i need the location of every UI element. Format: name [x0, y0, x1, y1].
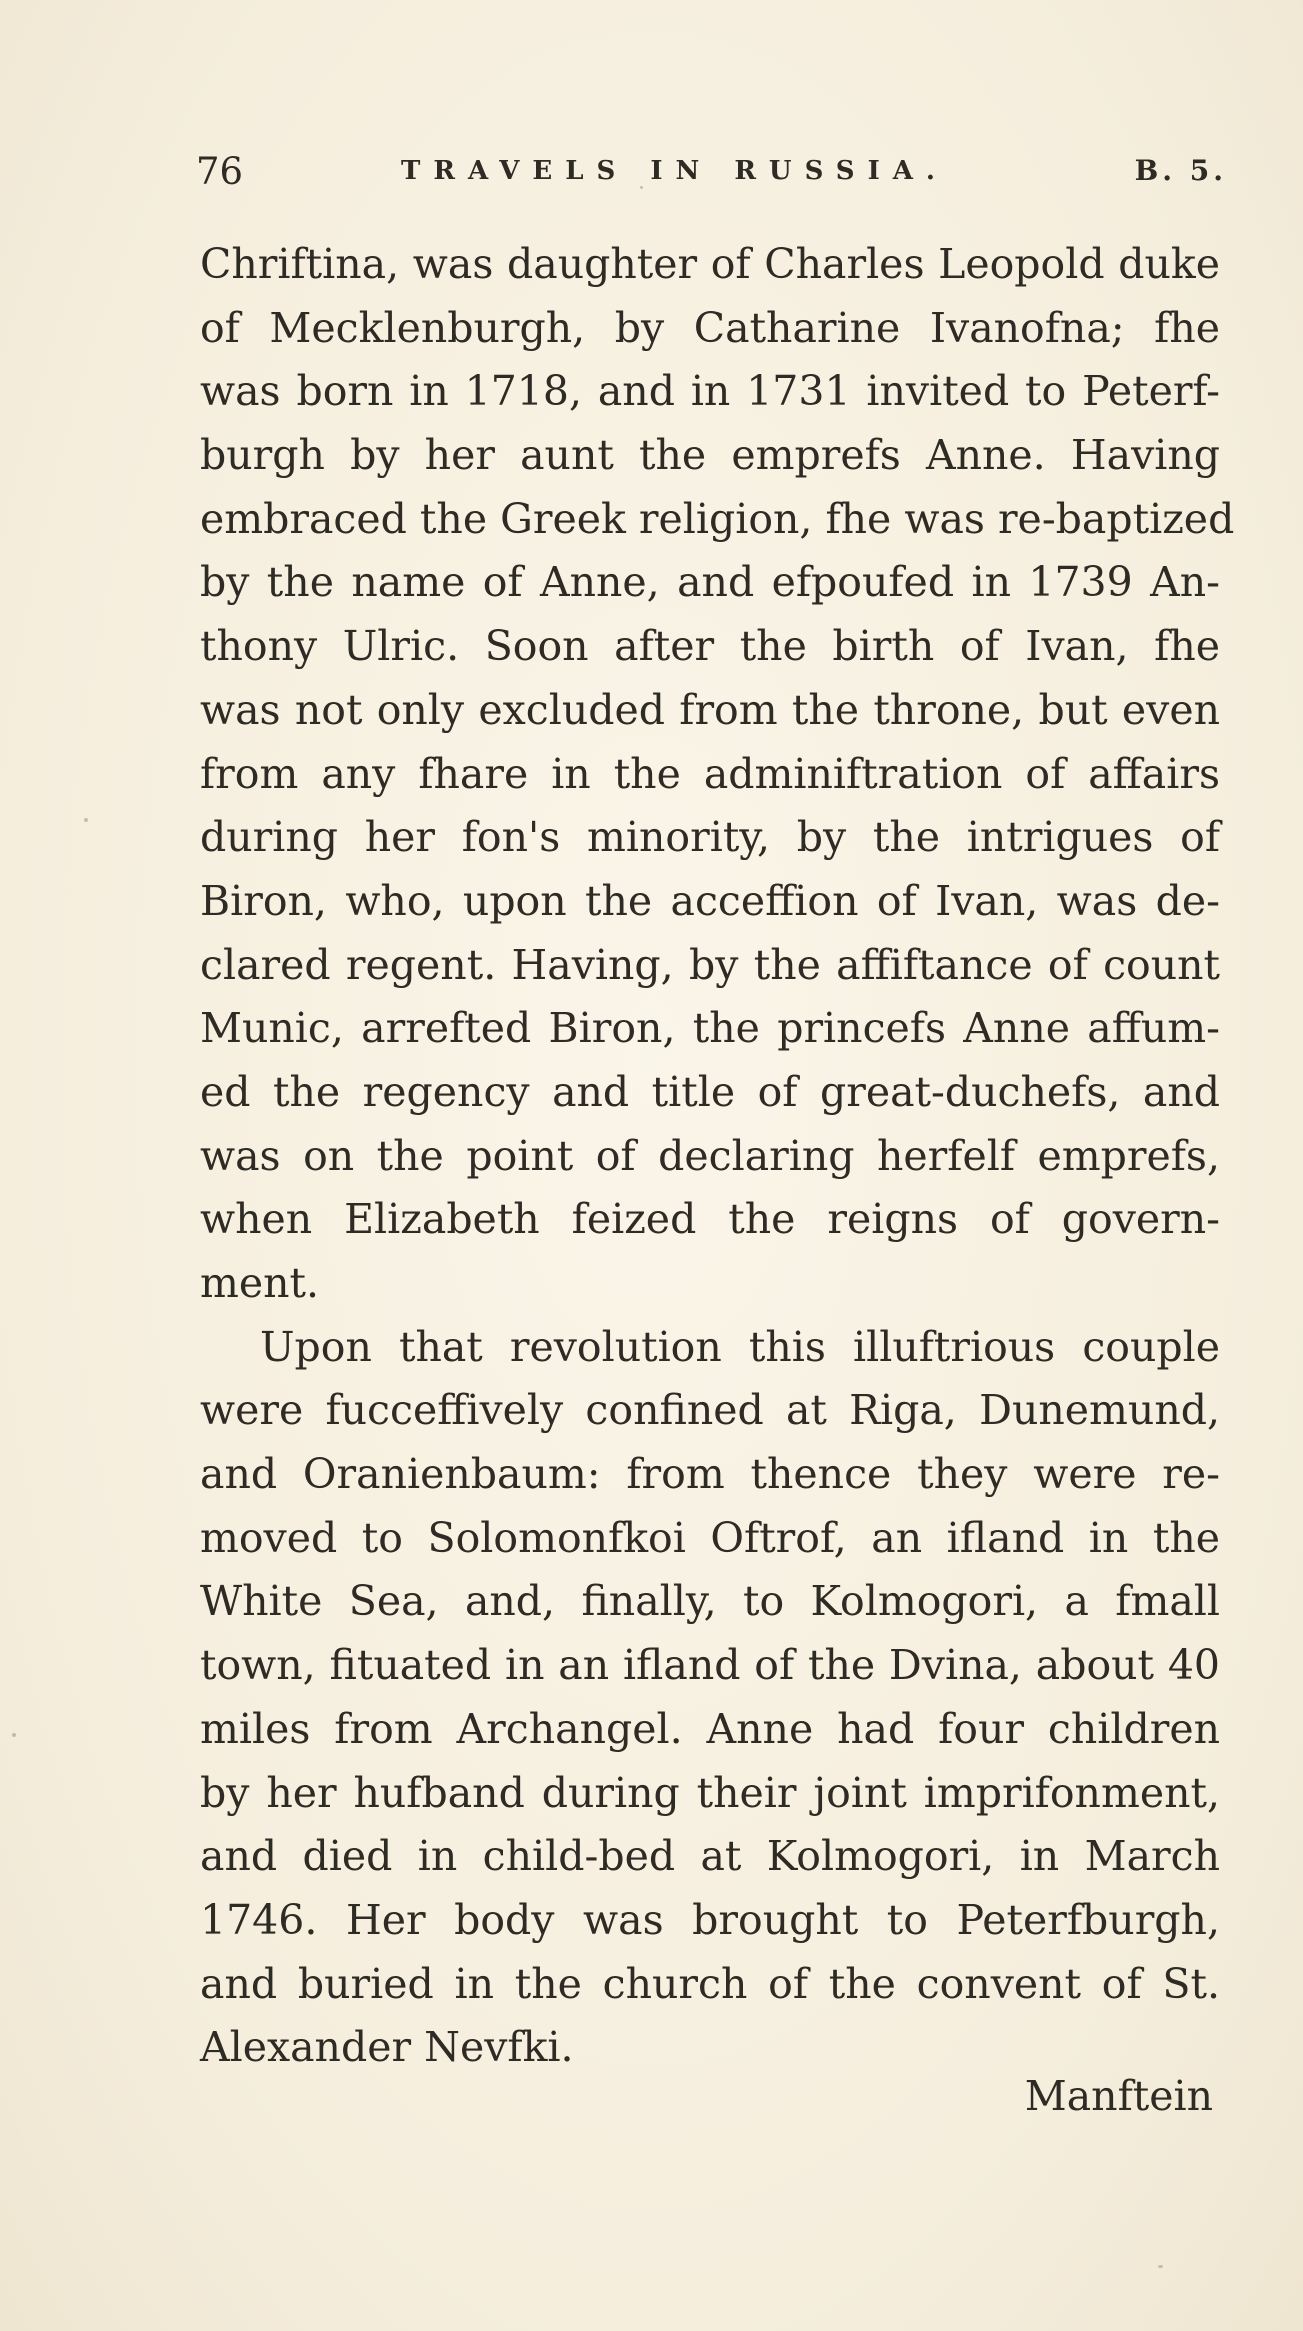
paper-speck — [1158, 2265, 1163, 2268]
text-line: by the name of Anne, and efpoufed in 1739 An- — [200, 558, 1220, 607]
text-line: was on the point of declaring herfelf emprefs, — [200, 1131, 1220, 1180]
text-line: were fucceffively confined at Riga, Dunemund, — [200, 1386, 1220, 1435]
text-line: Biron, who, upon the acceffion of Ivan, was de- — [200, 876, 1220, 925]
paragraph-start-line: Upon that revolution this illuftrious couple — [260, 1322, 1220, 1371]
text-line: clared regent. Having, by the affiftance of count — [200, 940, 1220, 989]
text-line: embraced the Greek religion, fhe was re-baptized — [200, 494, 1235, 543]
text-line: 1746. Her body was brought to Peterfburgh, — [200, 1895, 1220, 1944]
text-line: when Elizabeth feized the reigns of govern- — [200, 1195, 1220, 1244]
paper-speck — [640, 186, 643, 189]
text-line: was born in 1718, and in 1731 invited to Peterf- — [200, 367, 1220, 416]
page-header — [196, 150, 1227, 196]
text-line: and Oranienbaum: from thence they were re- — [200, 1450, 1220, 1499]
text-line: Munic, arrefted Biron, the princefs Anne affum- — [200, 1004, 1220, 1053]
text-line: moved to Solomonfkoi Oftrof, an ifland in the — [200, 1513, 1220, 1562]
text-line: of Mecklenburgh, by Catharine Ivanofna; fhe — [200, 303, 1220, 352]
paper-speck — [84, 818, 88, 822]
text-line: was not only excluded from the throne, but even — [200, 685, 1220, 734]
paper-speck — [12, 1733, 16, 1737]
body-text — [200, 233, 1235, 2080]
text-line: and buried in the church of the convent of St. — [200, 1959, 1220, 2008]
text-line: ment. — [200, 1259, 320, 1307]
section-mark: B. 5. — [1134, 154, 1227, 187]
text-line: town, fituated in an ifland of the Dvina, about 40 — [200, 1641, 1220, 1690]
running-title: TRAVELS IN RUSSIA. — [401, 156, 948, 186]
text-line: Chriftina, was daughter of Charles Leopold duke — [200, 240, 1220, 288]
text-line: Alexander Nevfki. — [200, 2023, 574, 2072]
text-line: White Sea, and, finally, to Kolmogori, a fmall — [200, 1577, 1220, 1626]
text-line: miles from Archangel. Anne had four children — [200, 1704, 1220, 1753]
text-line: thony Ulric. Soon after the birth of Ivan, fhe — [200, 622, 1220, 671]
text-line: from any fhare in the adminiftration of affairs — [200, 749, 1220, 798]
page-number: 76 — [196, 150, 244, 193]
text-line: and died in child-bed at Kolmogori, in March — [200, 1832, 1220, 1881]
text-line: ed the regency and title of great-duchefs, and — [200, 1067, 1220, 1116]
text-line: by her hufband during their joint imprifonment, — [200, 1768, 1220, 1817]
text-line: burgh by her aunt the emprefs Anne. Having — [200, 431, 1220, 480]
text-line: during her fon's minority, by the intrigues of — [200, 813, 1220, 862]
catchword: Manftein — [1024, 2072, 1213, 2120]
